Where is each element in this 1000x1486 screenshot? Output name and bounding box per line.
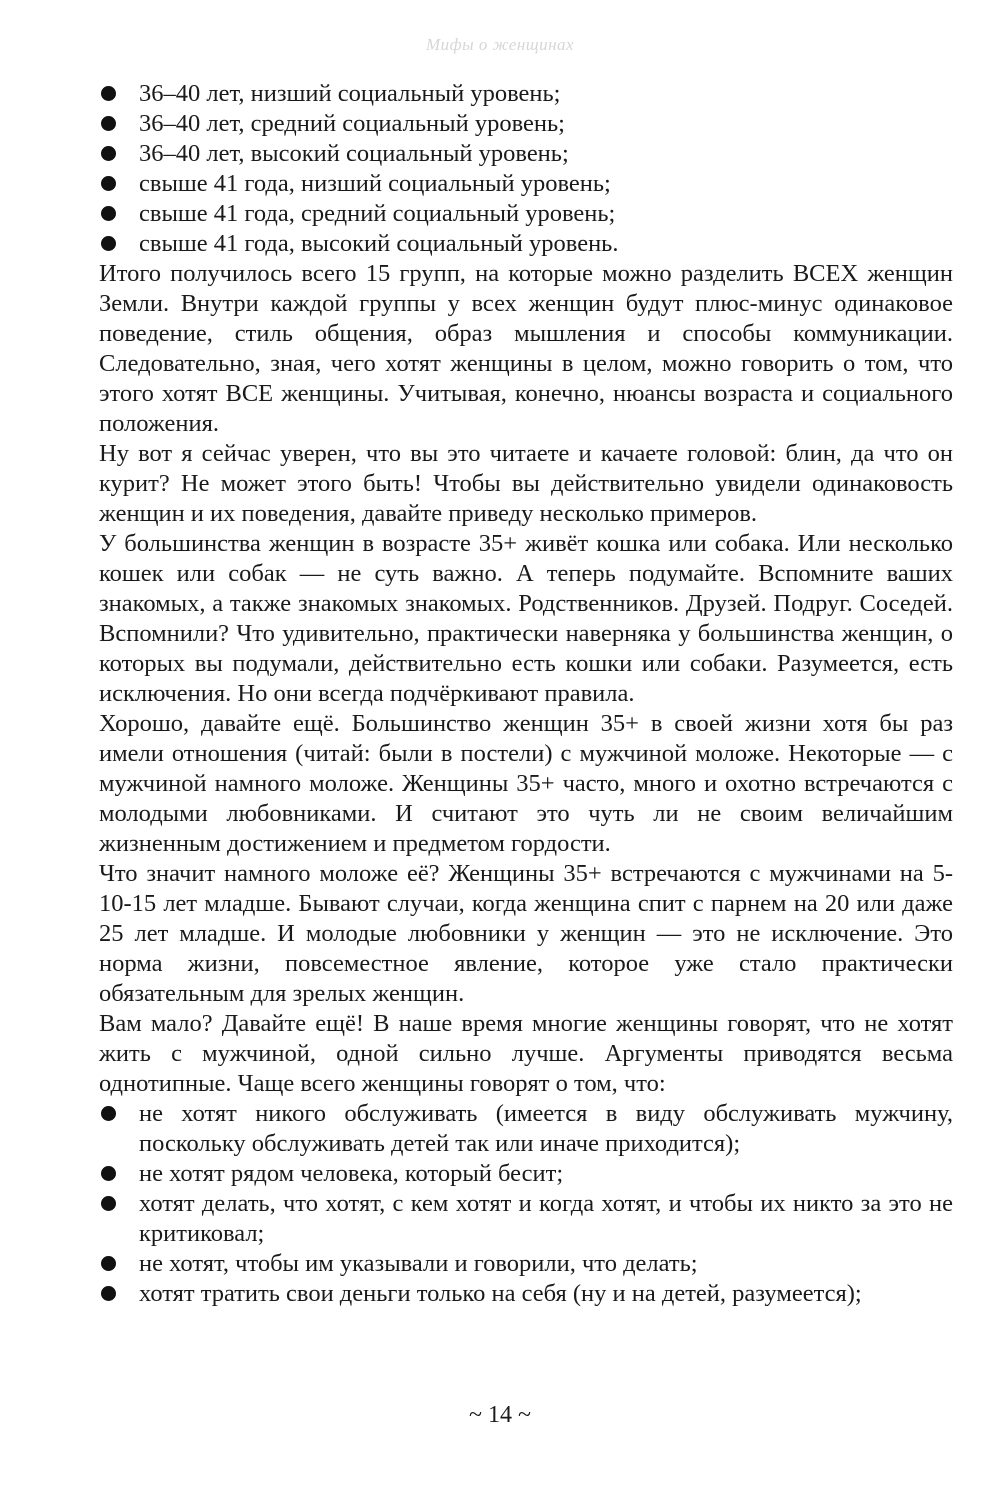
page-body bbox=[99, 79, 953, 1309]
list-item: не хотят, чтобы им указывали и говорили, что делать; bbox=[99, 1249, 953, 1279]
running-header: Мифы о женщинах bbox=[425, 35, 575, 54]
list-item: свыше 41 года, низший социальный уровень; bbox=[99, 169, 953, 199]
list-item: не хотят никого обслуживать (имеется в виду обслуживать мужчину, поскольку обслуживать детей так или иначе приходится); bbox=[99, 1099, 953, 1159]
list-item: 36–40 лет, низший социальный уровень; bbox=[99, 79, 953, 109]
list-item: 36–40 лет, средний социальный уровень; bbox=[99, 109, 953, 139]
list-item: не хотят рядом человека, который бесит; bbox=[99, 1159, 953, 1189]
paragraph: Хорошо, давайте ещё. Большинство женщин 35+ в своей жизни хотя бы раз имели отношения (читай: были в постели) с мужчиной моложе. Некоторые — с мужчиной намного моложе. Женщины 35+ часто, много и охотно встречаются с молодыми любовниками. И считают это чуть ли не своим величайшим жизненным достижением и предметом гордости. bbox=[99, 710, 953, 857]
paragraph: Что значит намного моложе её? Женщины 35+ встречаются с мужчинами на 5-10-15 лет младше. Бывают случаи, когда женщина спит с парнем на 20 или даже 25 лет младше. И молодые любовники у женщин — это не исключение. Это норма жизни, повсеместное явление, которое уже стало практически обязательным для зрелых женщин. bbox=[99, 860, 953, 1007]
page-number: ~ 14 ~ bbox=[469, 1402, 531, 1428]
list-item: 36–40 лет, высокий социальный уровень; bbox=[99, 139, 953, 169]
paragraph: Итого получилось всего 15 групп, на которые можно разделить ВСЕХ женщин Земли. Внутри каждой группы у всех женщин будут плюс-минус одинаковое поведение, стиль общения, образ мышления и способы коммуникации. Следовательно, зная, чего хотят женщины в целом, можно говорить о том, что этого хотят ВСЕ женщины. Учитывая, конечно, нюансы возраста и социального положения. bbox=[99, 260, 953, 437]
paragraph: Ну вот я сейчас уверен, что вы это читаете и качаете головой: блин, да что он курит? Не может этого быть! Чтобы вы действительно увидели одинаковость женщин и их поведения, давайте приведу несколько примеров. bbox=[99, 440, 953, 527]
list-item: хотят тратить свои деньги только на себя (ну и на детей, разумеется); bbox=[99, 1279, 953, 1309]
age-group-list bbox=[99, 79, 953, 259]
list-item: свыше 41 года, высокий социальный уровень. bbox=[99, 229, 953, 259]
paragraph: У большинства женщин в возрасте 35+ живёт кошка или собака. Или несколько кошек или собак — не суть важно. А теперь подумайте. Вспомните ваших знакомых, а также знакомых знакомых. Родственников. Друзей. Подруг. Соседей. Вспомнили? Что удивительно, практически наверняка у большинства женщин, о которых вы подумали, действительно есть кошки или собаки. Разумеется, есть исключения. Но они всегда подчёркивают правила. bbox=[99, 530, 953, 707]
list-item: хотят делать, что хотят, с кем хотят и когда хотят, и чтобы их никто за это не критиковал; bbox=[99, 1189, 953, 1249]
paragraph: Вам мало? Давайте ещё! В наше время многие женщины говорят, что не хотят жить с мужчиной, одной сильно лучше. Аргументы приводятся весьма однотипные. Чаще всего женщины говорят о том, что: bbox=[99, 1010, 953, 1097]
reasons-list bbox=[99, 1099, 953, 1309]
list-item: свыше 41 года, средний социальный уровень; bbox=[99, 199, 953, 229]
